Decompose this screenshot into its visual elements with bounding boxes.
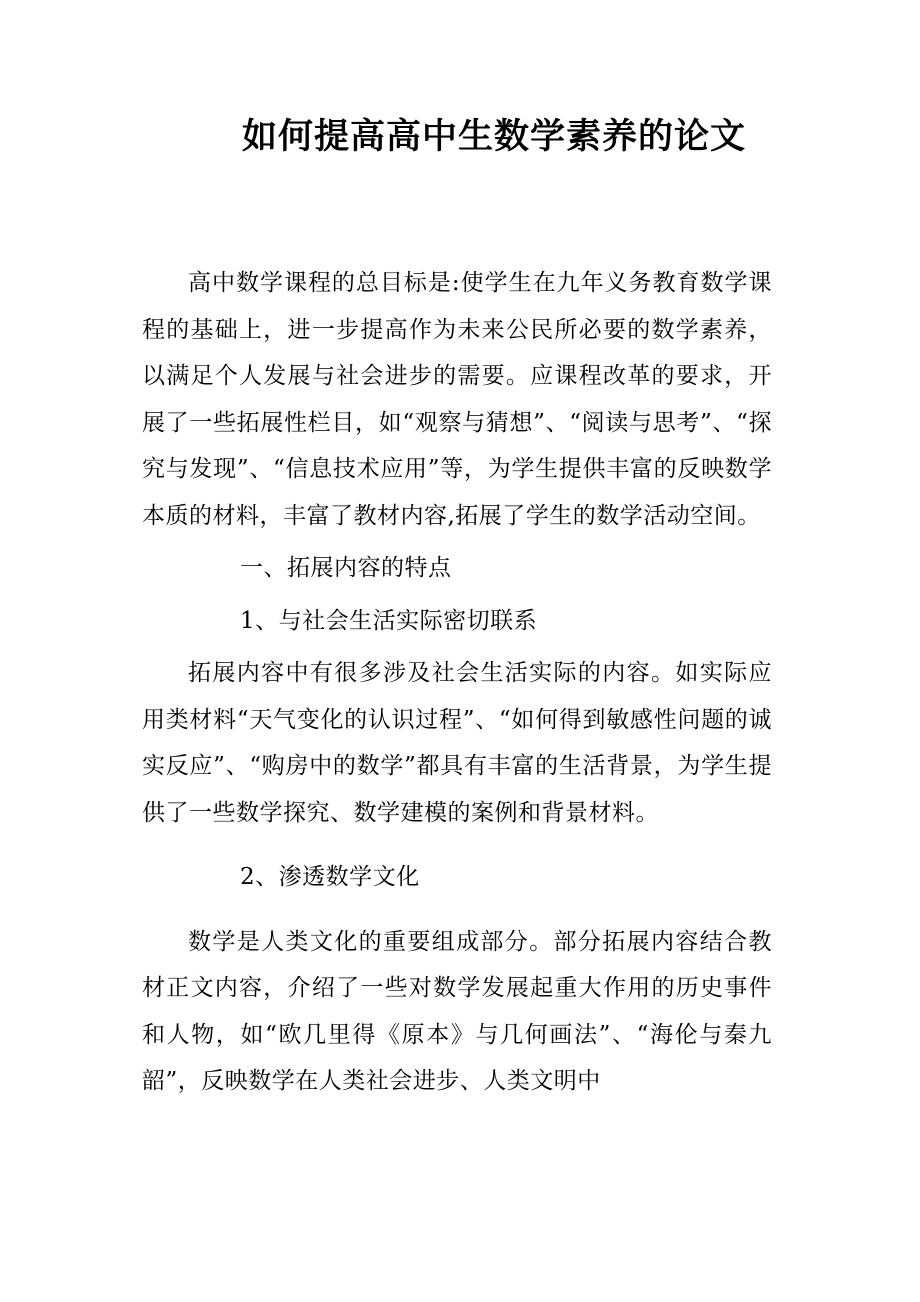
document-body <box>142 260 772 1105</box>
paragraph-math-culture: 数学是人类文化的重要组成部分。部分拓展内容结合教材正文内容，介绍了一些对数学发展起重大作用的历史事件和人物，如“欧几里得《原本》与几何画法”、“海伦与秦九韶”，反映数学在人类社会进步、人类文明中 <box>142 928 772 1094</box>
paragraph-social-life: 拓展内容中有很多涉及社会生活实际的内容。如实际应用类材料“天气变化的认识过程”、“如何得到敏感性问题的诚实反应”、“购房中的数学”都具有丰富的生活背景，为学生提供了一些数学探究、数学建模的案例和背景材料。 <box>142 660 772 826</box>
document-title: 如何提高高中生数学素养的论文 <box>241 116 746 157</box>
section-heading-1: 一、拓展内容的特点 <box>240 555 452 581</box>
subsection-heading-2: 2、渗透数学文化 <box>240 864 420 890</box>
subsection-heading-1: 1、与社会生活实际密切联系 <box>240 607 538 634</box>
paragraph-intro: 高中数学课程的总目标是:使学生在九年义务教育数学课程的基础上，进一步提高作为未来公民所必要的数学素养，以满足个人发展与社会进步的需要。应课程改革的要求，开展了一些拓展性栏目，如“观察与猜想”、“阅读与思考”、“探究与发现”、“信息技术应用”等，为学生提供丰富的反映数学本质的材料，丰富了教材内容,拓展了学生的数学活动空间。 <box>142 270 772 529</box>
